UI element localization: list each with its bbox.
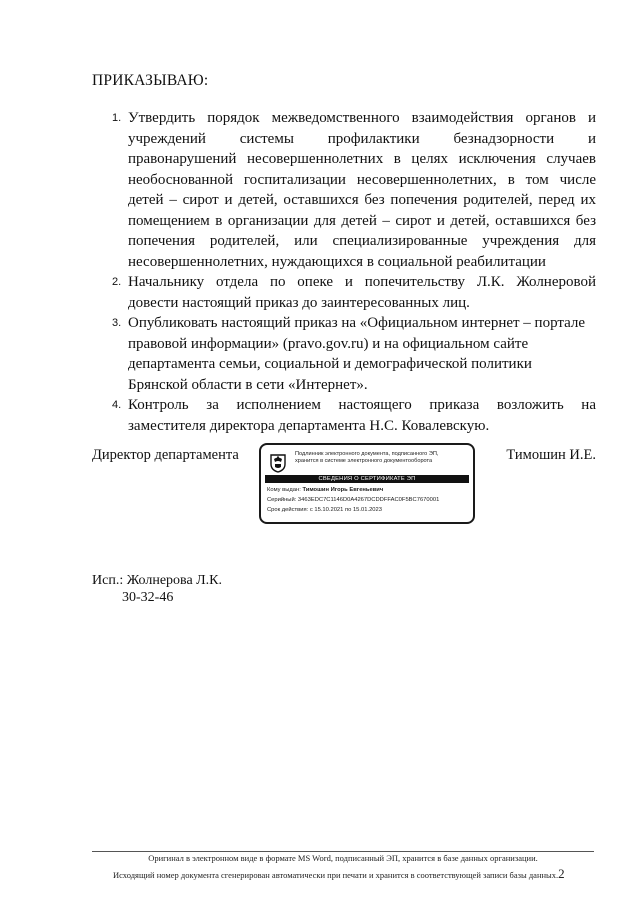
coat-of-arms-icon xyxy=(268,453,288,473)
digital-signature-stamp xyxy=(259,443,475,524)
executor-name: Исп.: Жолнерова Л.К. xyxy=(92,573,223,588)
footer-divider xyxy=(92,851,594,852)
stamp-validity: Срок действия: с 15.10.2021 по 15.01.2023 xyxy=(267,507,382,513)
text-line: необоснованной госпитализации несовершеннолетних, в том числе xyxy=(128,171,596,188)
text-line: детей – сирот и детей, оставшихся без попечения родителей, перед их xyxy=(128,192,596,208)
item-number: 2. xyxy=(112,276,122,288)
list-item xyxy=(92,313,596,395)
stamp-header: Подлинник электронного документа, подписанного ЭП, хранится в системе электронного документооборота xyxy=(295,451,439,464)
signatory-name: Тимошин И.Е. xyxy=(506,447,596,463)
text-line: департамента семьи, социальной и демографической политики xyxy=(128,356,532,372)
stamp-title-bar: СВЕДЕНИЯ О СЕРТИФИКАТЕ ЭП xyxy=(265,475,469,483)
item-number: 3. xyxy=(112,317,122,329)
footer-note-original: Оригинал в электронном виде в формате MS Word, подписанный ЭП, хранится в базе данных организации. xyxy=(148,853,538,863)
text-line: Утвердить порядок межведомственного взаимодействия органов и xyxy=(128,110,596,126)
footer-note-number: Исходящий номер документа сгенерирован автоматически при печати и хранится в соответствующей записи базы данных.2 xyxy=(113,866,565,881)
text-line: Контроль за исполнением настоящего приказа возложить на xyxy=(128,397,596,413)
list-item xyxy=(92,272,596,313)
text-line: правовой информации» (pravo.gov.ru) и на официальном сайте xyxy=(128,335,529,352)
item-text xyxy=(128,395,596,436)
item-number: 4. xyxy=(112,399,122,411)
order-heading: ПРИКАЗЫВАЮ: xyxy=(92,72,209,89)
signatory-position: Директор департамента xyxy=(92,447,239,463)
text-line: учреждений системы профилактики безнадзорности и xyxy=(128,130,596,147)
text-line: попечения родителей, или специализированные учреждения для xyxy=(128,233,596,249)
item-text xyxy=(128,313,596,395)
stamp-issued-to: Кому выдан: Тимошин Игорь Евгеньевич xyxy=(267,487,384,493)
item-text xyxy=(128,272,596,313)
executor-phone: 30-32-46 xyxy=(122,590,174,605)
text-line: помещением в организации для детей – сирот и детей, оставшихся без xyxy=(128,212,596,229)
item-number: 1. xyxy=(112,112,122,124)
text-line: несовершеннолетних, нуждающихся в социальной реабилитации xyxy=(128,253,546,270)
text-line: Брянской области в сети «Интернет». xyxy=(128,376,368,393)
text-line: Опубликовать настоящий приказ на «Официальном интернет – портале xyxy=(128,315,586,331)
text-line: Начальнику отдела по опеке и попечительству Л.К. Жолнеровой xyxy=(128,274,596,290)
text-line: правонарушений несовершеннолетних в целях исключения случаев xyxy=(128,151,596,167)
list-item xyxy=(92,108,596,272)
text-line: заместителя директора департамента Н.С. Ковалевскую. xyxy=(128,417,490,434)
list-item xyxy=(92,395,596,436)
page-number: 2 xyxy=(558,866,565,881)
order-items-list xyxy=(92,108,596,436)
text-line: довести настоящий приказ до заинтересованных лиц. xyxy=(128,294,470,311)
stamp-serial: Серийный: 3463EDC7C1146D0A4267DCDDFFAC0F5BC7670001 xyxy=(267,497,440,503)
item-text xyxy=(128,108,596,272)
executor-block xyxy=(92,572,222,606)
